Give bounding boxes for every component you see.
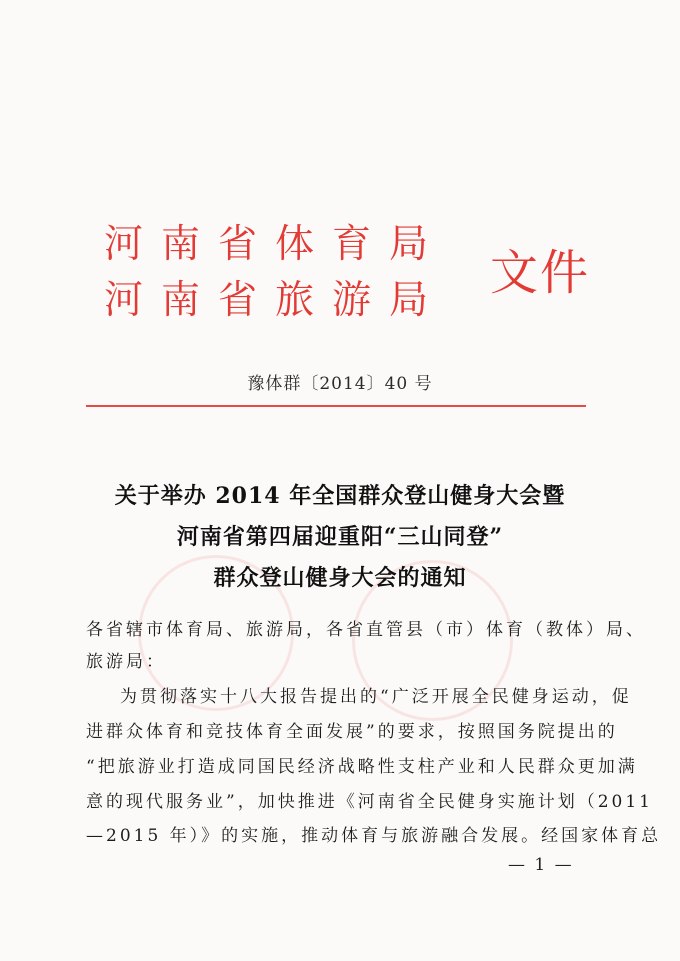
notice-title-line-1: 关于举办 2014 年全国群众登山健身大会暨 <box>114 483 566 509</box>
red-divider <box>86 405 586 407</box>
body-paragraph-line: 意的现代服务业”，加快推进《河南省全民健身实施计划（2011 <box>86 792 653 812</box>
body-paragraph-line: 进群众体育和竞技体育全面发展”的要求，按照国务院提出的 <box>86 722 618 742</box>
document-number: 豫体群〔2014〕40 号 <box>247 374 433 394</box>
issuer-sports-bureau: 河南省体育局 <box>104 222 447 267</box>
notice-title-line-2: 河南省第四届迎重阳“三山同登” <box>176 524 504 550</box>
body-paragraph-line: 为贯彻落实十八大报告提出的“广泛开展全民健身运动，促 <box>120 687 632 707</box>
issuer-tourism-bureau: 河南省旅游局 <box>104 278 447 323</box>
body-paragraph-line: —2015 年）》的实施，推动体育与旅游融合发展。经国家体育总 <box>86 826 662 846</box>
body-paragraph-line: “把旅游业打造成同国民经济战略性支柱产业和人民群众更加满 <box>86 757 638 777</box>
notice-title-line-3: 群众登山健身大会的通知 <box>213 565 467 591</box>
recipients-line-2: 旅游局： <box>86 652 166 672</box>
document-word: 文件 <box>490 245 591 301</box>
recipients-line-1: 各省辖市体育局、旅游局，各省直管县（市）体育（教体）局、 <box>86 620 646 640</box>
page-number: — 1 — <box>508 855 574 875</box>
